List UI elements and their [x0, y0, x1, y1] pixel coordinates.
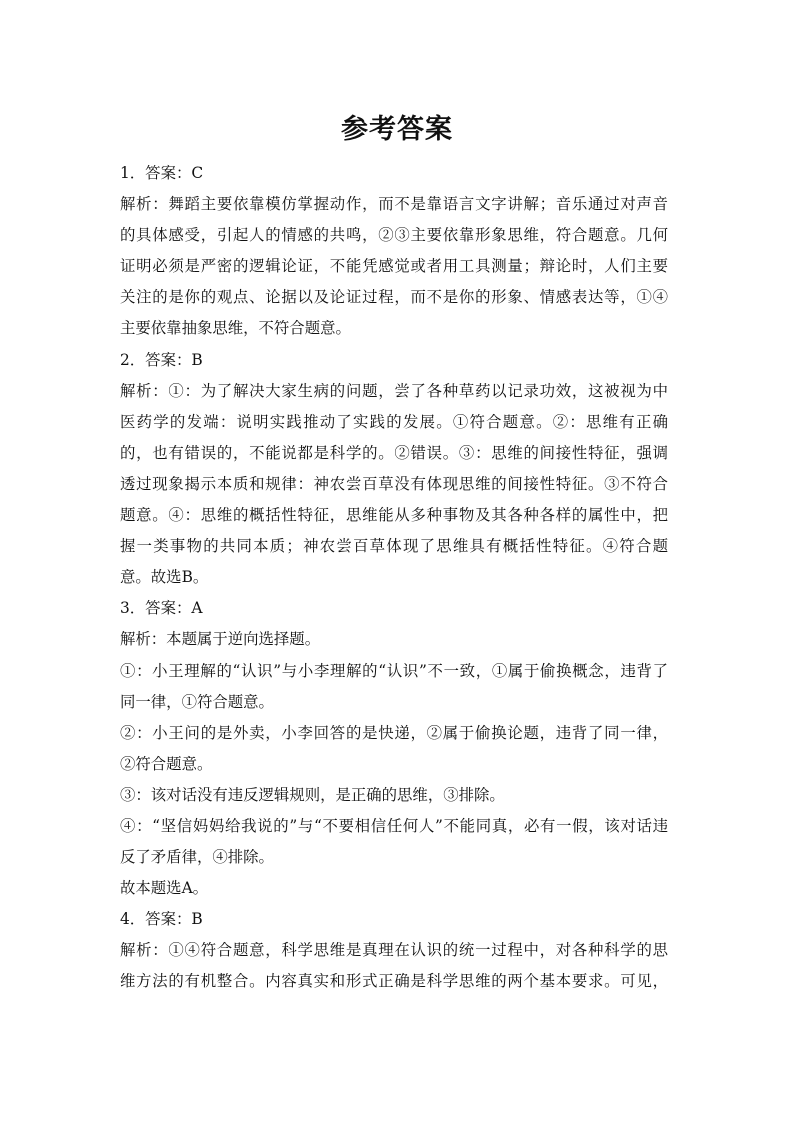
text-line: 握一类事物的共同本质；神农尝百草体现了思维具有概括性特征。④符合题 [120, 537, 668, 556]
text-line: 1．答案：C [120, 164, 204, 182]
text-line: 的具体感受，引起人的情感的共鸣，②③主要依靠形象思维，符合题意。几何 [120, 226, 668, 245]
text-line: ④：“坚信妈妈给我说的”与“不要相信任何人”不能同真，必有一假，该对话违 [120, 816, 668, 835]
text-line: 解析：本题属于逆向选择题。 [120, 630, 321, 649]
page-title: 参考答案 [341, 114, 453, 145]
text-line: ①：小王理解的“认识”与小李理解的“认识”不一致，①属于偷换概念，违背了 [120, 661, 668, 680]
text-line: 题意。④：思维的概括性特征，思维能从多种事物及其各种各样的属性中，把 [120, 506, 668, 525]
text-line: 意。故选B。 [120, 568, 209, 587]
text-line: 关注的是你的观点、论据以及论证过程，而不是你的形象、情感表达等，①④ [120, 288, 668, 307]
text-line: 同一律，①符合题意。 [120, 692, 274, 711]
text-line: 维方法的有机整合。内容真实和形式正确是科学思维的两个基本要求。可见， [120, 972, 668, 991]
text-line: 故本题选A。 [120, 879, 209, 898]
text-line: 主要依靠抽象思维，不符合题意。 [120, 319, 351, 338]
text-line: ②符合题意。 [120, 754, 213, 773]
text-line: 反了矛盾律，④排除。 [120, 848, 274, 867]
text-line: 证明必须是严密的逻辑论证，不能凭感觉或者用工具测量；辩论时，人们主要 [120, 257, 668, 276]
text-line: 解析：①④符合题意，科学思维是真理在认识的统一过程中，对各种科学的思 [120, 941, 668, 960]
text-line: 医药学的发端：说明实践推动了实践的发展。①符合题意。②：思维有正确 [120, 412, 668, 431]
text-line: ③：该对话没有违反逻辑规则，是正确的思维，③排除。 [120, 785, 505, 804]
answer-content [120, 158, 668, 998]
text-line: 解析：舞蹈主要依靠模仿掌握动作，而不是靠语言文字讲解；音乐通过对声音 [120, 195, 668, 214]
text-line: 的，也有错误的，不能说都是科学的。②错误。③：思维的间接性特征，强调 [120, 443, 668, 462]
text-line: 2．答案：B [120, 350, 203, 369]
text-line: 解析：①：为了解决大家生病的问题，尝了各种草药以记录功效，这被视为中 [120, 381, 668, 400]
text-line: 透过现象揭示本质和规律：神农尝百草没有体现思维的间接性特征。③不符合 [120, 474, 668, 493]
text-line: 4．答案：B [120, 910, 203, 929]
text-line: 3．答案：A [120, 599, 203, 618]
text-line: ②：小王问的是外卖，小李回答的是快递，②属于偷换论题，违背了同一律， [120, 723, 668, 742]
